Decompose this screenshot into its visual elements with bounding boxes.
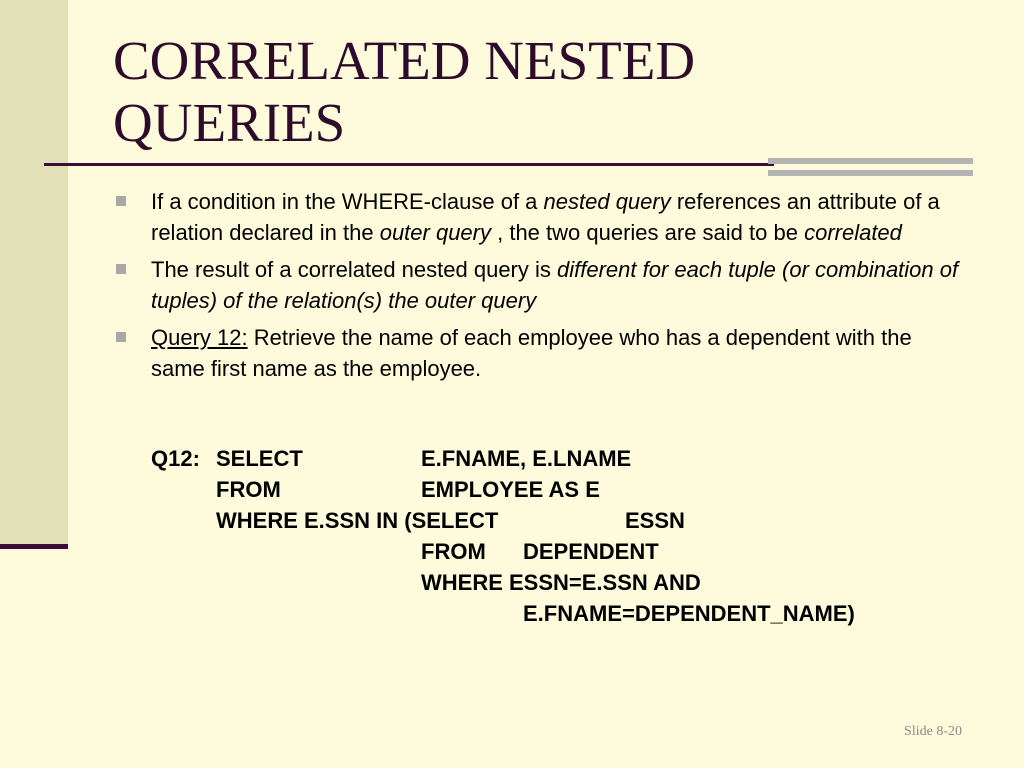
sql-subquery-column: ESSN (625, 508, 685, 533)
square-bullet-icon (116, 196, 126, 206)
sql-select-columns: E.FNAME, E.LNAME (421, 446, 632, 471)
sql-select-keyword: SELECT (216, 446, 303, 471)
title-divider (44, 163, 774, 166)
query-label: Query 12: (151, 325, 248, 350)
left-decor-line (0, 544, 68, 549)
bullet-item-query-12: Query 12: Retrieve the name of each employee who has a dependent with the same first name as the employee. (113, 322, 963, 384)
bullet-item-correlated-definition: If a condition in the WHERE-clause of a nested query references an attribute of a relation declared in the outer query , the two queries are said to be correlated (113, 186, 963, 248)
slide-title-line1: CORRELATED NESTED (113, 30, 696, 91)
sql-q12-label: Q12: (151, 446, 200, 471)
sql-subquery-from-table: DEPENDENT (523, 539, 659, 564)
bullet-item-result-per-tuple: The result of a correlated nested query is different for each tuple (or combination of tuples) of the relation(s) the outer query (113, 254, 963, 316)
sql-where-clause: WHERE E.SSN IN (SELECT (216, 508, 499, 533)
slide-number: Slide 8-20 (904, 724, 962, 739)
sql-subquery-from-keyword: FROM (421, 539, 486, 564)
title-divider-accent-top (768, 158, 973, 164)
sql-subquery-where: WHERE ESSN=E.SSN AND (421, 570, 701, 595)
sql-subquery-condition: E.FNAME=DEPENDENT_NAME) (523, 601, 855, 626)
left-decor-band (0, 0, 68, 545)
slide-title (113, 30, 993, 154)
bullet-list (113, 186, 963, 390)
square-bullet-icon (116, 332, 126, 342)
square-bullet-icon (116, 264, 126, 274)
sql-from-table: EMPLOYEE AS E (421, 477, 600, 502)
slide-title-line2: QUERIES (113, 92, 346, 153)
sql-from-keyword: FROM (216, 477, 281, 502)
title-divider-accent-bottom (768, 170, 973, 176)
